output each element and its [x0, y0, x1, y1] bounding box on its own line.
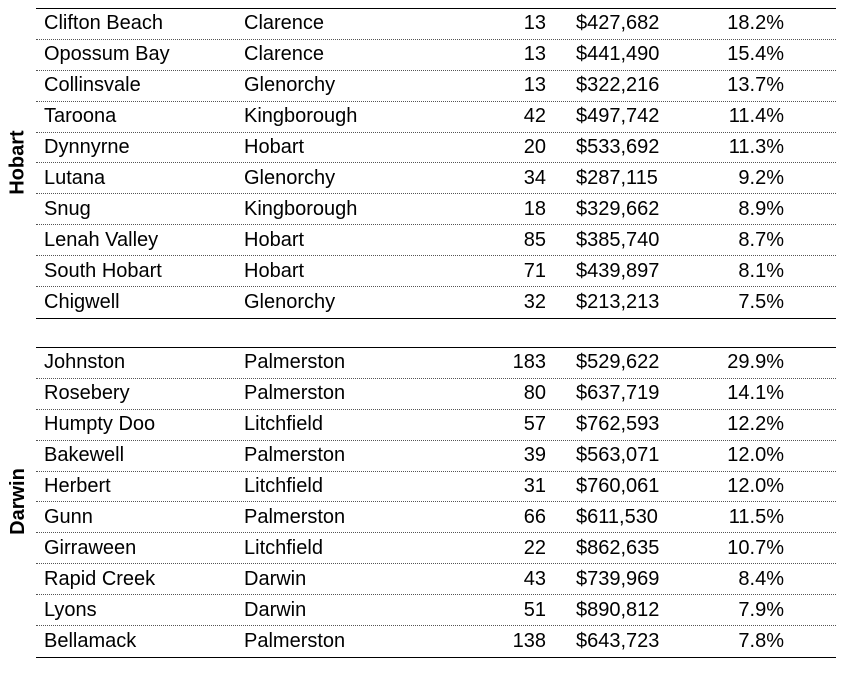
growth-cell: 8.9%	[738, 197, 784, 220]
council-cell: Litchfield	[244, 475, 323, 497]
suburb-cell: Lyons	[44, 598, 97, 621]
suburb-cell: Snug	[44, 197, 91, 220]
group-label-text: Darwin	[6, 468, 29, 535]
growth-cell: 8.7%	[738, 228, 784, 251]
growth-cell: 29.9%	[727, 351, 784, 374]
council-cell: Kingborough	[244, 197, 358, 220]
table-row	[36, 102, 836, 133]
table-row	[36, 71, 836, 102]
council-cell: Palmerston	[244, 444, 346, 467]
table-row	[36, 287, 836, 318]
group-label	[0, 347, 36, 656]
council-cell: Kingborough	[244, 105, 358, 128]
price-cell: $385,740	[576, 228, 660, 251]
growth-cell: 11.4%	[728, 105, 784, 128]
suburb-cell: Taroona	[44, 105, 117, 128]
suburb-cell: Humpty Doo	[44, 413, 156, 436]
group-label-text: Hobart	[6, 130, 29, 195]
growth-cell: 8.4%	[738, 567, 784, 590]
count-cell: 31	[523, 475, 546, 497]
suburb-cell: Rapid Creek	[44, 567, 156, 590]
price-cell: $862,635	[576, 536, 660, 559]
price-cell: $329,662	[576, 197, 660, 220]
growth-cell: 12.0%	[727, 475, 784, 497]
suburb-cell: Herbert	[44, 475, 111, 497]
council-cell: Clarence	[244, 43, 325, 66]
price-cell: $287,115	[576, 166, 658, 189]
table-row	[36, 256, 836, 287]
council-cell: Litchfield	[244, 536, 323, 559]
count-cell: 57	[523, 413, 546, 436]
suburb-cell: Collinsvale	[44, 74, 141, 97]
price-cell: $497,742	[576, 105, 660, 128]
group-hobart	[0, 8, 836, 317]
growth-cell: 9.2%	[738, 166, 784, 189]
growth-cell: 8.1%	[738, 259, 784, 282]
table-row	[36, 564, 836, 595]
count-cell: 183	[512, 351, 546, 374]
count-cell: 66	[523, 505, 546, 528]
group-label	[0, 8, 36, 317]
council-cell: Glenorchy	[244, 74, 336, 97]
suburb-cell: Clifton Beach	[44, 12, 163, 35]
price-cell: $439,897	[576, 259, 660, 282]
suburb-cell: Gunn	[44, 505, 93, 528]
growth-cell: 12.2%	[727, 413, 784, 436]
suburb-cell: Johnston	[44, 351, 126, 374]
growth-cell: 13.7%	[727, 74, 784, 97]
price-cell: $322,216	[576, 74, 660, 97]
price-cell: $739,969	[576, 567, 660, 590]
growth-cell: 11.3%	[728, 136, 784, 158]
growth-cell: 11.5%	[728, 505, 784, 528]
table-row	[36, 194, 836, 225]
council-cell: Palmerston	[244, 351, 346, 374]
suburb-cell: Lutana	[44, 166, 106, 189]
count-cell: 85	[523, 228, 546, 251]
price-cell: $760,061	[576, 475, 660, 497]
table-row	[36, 626, 836, 657]
count-cell: 13	[523, 74, 546, 97]
count-cell: 34	[523, 166, 546, 189]
table-row	[36, 379, 836, 410]
price-cell: $643,723	[576, 629, 660, 652]
table-row	[36, 472, 836, 503]
count-cell: 13	[523, 43, 546, 66]
count-cell: 32	[523, 290, 546, 313]
council-cell: Clarence	[244, 12, 325, 35]
count-cell: 42	[523, 105, 546, 128]
count-cell: 71	[523, 259, 546, 282]
table-row	[36, 502, 836, 533]
price-cell: $762,593	[576, 413, 660, 436]
suburb-cell: Bellamack	[44, 629, 137, 652]
count-cell: 39	[523, 444, 546, 467]
price-cell: $213,213	[576, 290, 660, 313]
price-cell: $529,622	[576, 351, 660, 374]
count-cell: 22	[523, 536, 546, 559]
group-darwin	[0, 347, 836, 656]
rows-container	[36, 348, 836, 657]
count-cell: 18	[523, 197, 546, 220]
council-cell: Palmerston	[244, 629, 346, 652]
council-cell: Hobart	[244, 259, 305, 282]
price-cell: $441,490	[576, 43, 660, 66]
price-cell: $890,812	[576, 598, 660, 621]
table-row	[36, 40, 836, 71]
group-table	[36, 8, 836, 319]
growth-cell: 12.0%	[727, 444, 784, 467]
table-row	[36, 9, 836, 40]
council-cell: Glenorchy	[244, 166, 336, 189]
price-cell: $563,071	[576, 444, 660, 467]
council-cell: Glenorchy	[244, 290, 336, 313]
council-cell: Litchfield	[244, 413, 323, 436]
council-cell: Darwin	[244, 598, 307, 621]
suburb-cell: Rosebery	[44, 382, 130, 405]
count-cell: 43	[523, 567, 546, 590]
council-cell: Palmerston	[244, 505, 346, 528]
growth-cell: 14.1%	[727, 382, 784, 405]
table-row	[36, 133, 836, 164]
price-cell: $533,692	[576, 136, 660, 158]
count-cell: 20	[523, 136, 546, 158]
growth-cell: 7.5%	[738, 290, 784, 313]
count-cell: 51	[523, 598, 546, 621]
suburb-cell: Bakewell	[44, 444, 125, 467]
price-cell: $611,530	[576, 505, 658, 528]
table-row	[36, 410, 836, 441]
growth-cell: 15.4%	[727, 43, 784, 66]
growth-cell: 10.7%	[727, 536, 784, 559]
growth-cell: 18.2%	[727, 12, 784, 35]
suburb-cell: South Hobart	[44, 259, 162, 282]
table-row	[36, 533, 836, 564]
table-row	[36, 225, 836, 256]
count-cell: 80	[523, 382, 546, 405]
council-cell: Hobart	[244, 136, 305, 158]
suburb-cell: Lenah Valley	[44, 228, 159, 251]
price-cell: $427,682	[576, 12, 660, 35]
council-cell: Darwin	[244, 567, 307, 590]
council-cell: Hobart	[244, 228, 305, 251]
growth-cell: 7.9%	[738, 598, 784, 621]
group-table	[36, 347, 836, 658]
rows-container	[36, 9, 836, 318]
suburb-cell: Chigwell	[44, 290, 120, 313]
price-cell: $637,719	[576, 382, 660, 405]
table-row	[36, 348, 836, 379]
council-cell: Palmerston	[244, 382, 346, 405]
suburb-cell: Opossum Bay	[44, 43, 170, 66]
table-row	[36, 595, 836, 626]
suburb-cell: Dynnyrne	[44, 136, 130, 158]
suburb-cell: Girraween	[44, 536, 137, 559]
table-row	[36, 163, 836, 194]
count-cell: 138	[512, 629, 546, 652]
count-cell: 13	[523, 12, 546, 35]
growth-cell: 7.8%	[738, 629, 784, 652]
table-row	[36, 441, 836, 472]
